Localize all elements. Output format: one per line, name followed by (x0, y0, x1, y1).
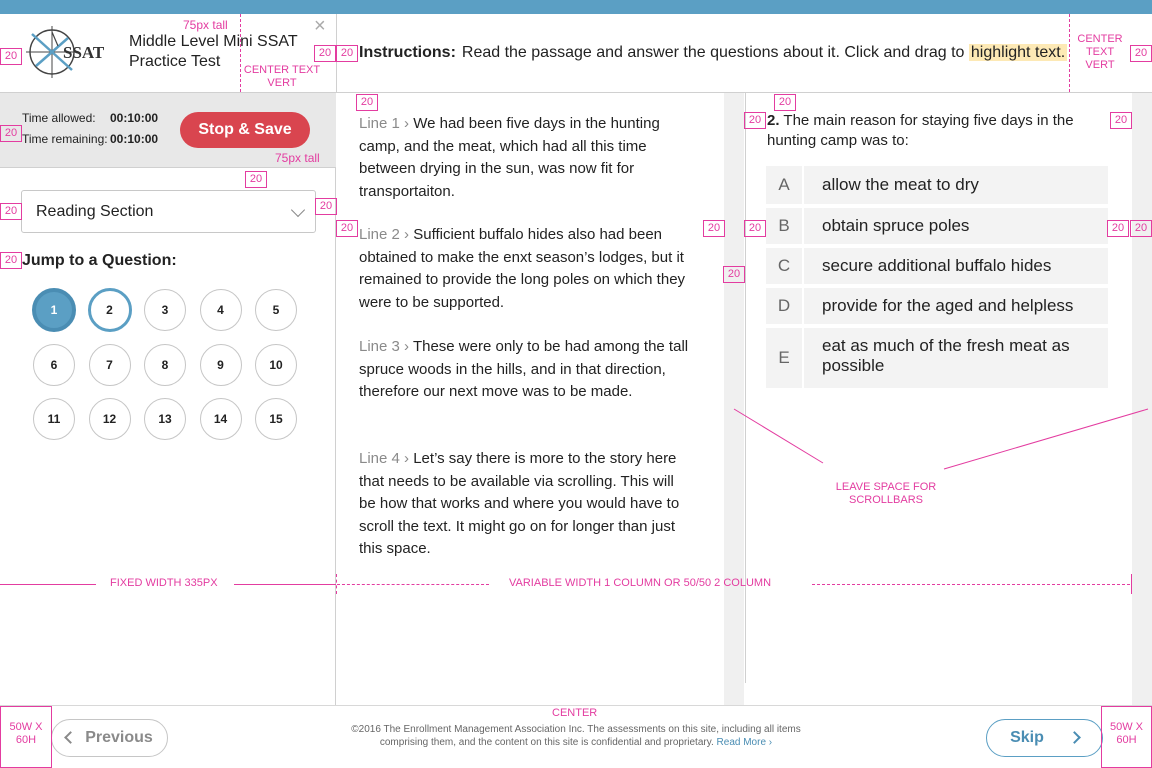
time-remaining-value: 00:10:00 (110, 132, 159, 146)
question-button[interactable]: 13 (144, 398, 186, 440)
question-button[interactable]: 4 (200, 289, 242, 331)
annotation-scrollbars: LEAVE SPACE FOR SCROLLBARS (835, 481, 937, 506)
stop-save-button[interactable]: Stop & Save (180, 112, 310, 148)
annotation-variable-width: VARIABLE WIDTH 1 COLUMN OR 50/50 2 COLUMN (509, 577, 772, 589)
annotation-button-size-right: 50W X 60H (1101, 706, 1152, 768)
jump-title: Jump to a Question: (22, 252, 177, 269)
time-allowed-value: 00:10:00 (110, 111, 159, 125)
question-button[interactable]: 5 (255, 289, 297, 331)
question-button[interactable]: 2 (88, 288, 132, 332)
passage-line: Line 2 › Sufficient buffalo hides also had been obtained to make the enxt season’s lodges, but it remained to provide the long poles on which they were to be supported. (359, 226, 686, 311)
question-button[interactable]: 10 (255, 344, 297, 386)
annotation-guide (0, 584, 96, 585)
choice-text: provide for the aged and helpless (822, 296, 1074, 315)
annotation-center-text-vert-right: CENTER TEXT VERT (1077, 33, 1123, 71)
choice-letter: E (766, 328, 804, 388)
annotation-guide (234, 584, 336, 585)
annotation-guide (1131, 574, 1132, 594)
spacing-marker: 20 (703, 220, 725, 237)
annotation-center: CENTER (552, 707, 598, 719)
choice-letter: A (766, 166, 804, 204)
spacing-marker: 20 (774, 94, 796, 111)
line-label: Line 4 (359, 450, 400, 467)
spacing-marker: 20 (356, 94, 378, 111)
spacing-marker: 20 (315, 198, 337, 215)
highlight-sample: highlight text. (970, 44, 1066, 61)
annotation-header-height: 75px tall (183, 18, 228, 32)
spacing-marker: 20 (245, 171, 267, 188)
choice-letter: C (766, 248, 804, 284)
previous-label: Previous (85, 729, 153, 746)
skip-label: Skip (1010, 729, 1044, 746)
choice-letter: B (766, 208, 804, 244)
app-title: Middle Level Mini SSAT Practice Test (129, 33, 298, 70)
question-button[interactable]: 15 (255, 398, 297, 440)
read-more-link[interactable]: Read More › (716, 737, 773, 748)
spacing-marker: 20 (1107, 220, 1129, 237)
svg-text:SSAT: SSAT (63, 43, 104, 62)
annotation-fixed-width: FIXED WIDTH 335PX (110, 577, 218, 589)
choice-text: secure additional buffalo hides (822, 256, 1052, 275)
annotation-timer-height: 75px tall (275, 151, 320, 165)
spacing-marker: 20 (0, 203, 22, 220)
question-button[interactable]: 6 (33, 344, 75, 386)
close-icon[interactable]: × (314, 15, 326, 37)
copyright-text: ©2016 The Enrollment Management Association Inc. The assessments on this site, including all items comprising them, and the content on this site is confidential and proprietary. (351, 724, 801, 748)
question-button[interactable]: 3 (144, 289, 186, 331)
spacing-marker: 20 (336, 220, 358, 237)
question-button[interactable]: 8 (144, 344, 186, 386)
question-number: 2. (767, 112, 780, 129)
question-button[interactable]: 1 (32, 288, 76, 332)
choice-letter: D (766, 288, 804, 324)
annotation-button-size-left: 50W X 60H (0, 706, 52, 768)
question-button[interactable]: 11 (33, 398, 75, 440)
line-label: Line 2 (359, 226, 400, 243)
choice-text: allow the meat to dry (822, 175, 979, 194)
annotation-guide (812, 584, 1130, 585)
section-select-value: Reading Section (36, 203, 154, 220)
question-button[interactable]: 9 (200, 344, 242, 386)
spacing-marker: 20 (1130, 220, 1152, 237)
choice-text: obtain spruce poles (822, 216, 970, 235)
spacing-marker: 20 (336, 45, 358, 62)
passage-line: Line 1 › We had been five days in the hunting camp, and the meat, which had all this time between drying in the sun, was now fit for transportaiton. (359, 115, 660, 200)
instructions-text: Read the passage and answer the questions about it. Click and drag to (461, 44, 965, 61)
line-text: These were only to be had among the tall spruce woods in the hills, and in that direction, therefore our next move was to be made. (359, 338, 689, 400)
spacing-marker: 20 (723, 266, 745, 283)
question-button[interactable]: 7 (89, 344, 131, 386)
spacing-marker: 20 (0, 252, 22, 269)
spacing-marker: 20 (0, 125, 22, 142)
passage-line: Line 4 › Let’s say there is more to the story here that needs to be available via scrolling. This will be how that works and where you would have to scroll the text. It might go on for longer than just this space. (359, 450, 680, 557)
line-text: Sufficient buffalo hides also had been obtained to make the enxt season’s lodges, but it remained to provide the long poles on which they were to be supported. (359, 226, 686, 311)
instructions-label: Instructions: (359, 44, 456, 61)
passage-line: Line 3 › These were only to be had among the tall spruce woods in the hills, and in that direction, therefore our next move was to be made. (359, 338, 689, 400)
spacing-marker: 20 (314, 45, 336, 62)
spacing-marker: 20 (1110, 112, 1132, 129)
question-button[interactable]: 14 (200, 398, 242, 440)
line-label: Line 3 (359, 338, 400, 355)
spacing-marker: 20 (744, 220, 766, 237)
spacing-marker: 20 (744, 112, 766, 129)
spacing-marker: 20 (0, 48, 22, 65)
line-text: Let’s say there is more to the story here that needs to be available via scrolling. This will be how that works and where you would have to scroll the text. It might go on for longer than just this space. (359, 450, 680, 557)
choice-text: eat as much of the fresh meat as possible (822, 336, 1070, 375)
annotation-center-text-vert: CENTER TEXT VERT (243, 64, 321, 89)
question-button[interactable]: 12 (89, 398, 131, 440)
line-label: Line 1 (359, 115, 400, 132)
question-prompt: The main reason for staying five days in the hunting camp was to: (767, 112, 1074, 149)
line-text: We had been five days in the hunting camp, and the meat, which had all this time between drying in the sun, was now fit for transportaiton. (359, 115, 660, 200)
time-remaining-label: Time remaining: (22, 132, 108, 146)
annotation-guide (337, 584, 489, 585)
spacing-marker: 20 (1130, 45, 1152, 62)
time-allowed-label: Time allowed: (22, 111, 96, 125)
